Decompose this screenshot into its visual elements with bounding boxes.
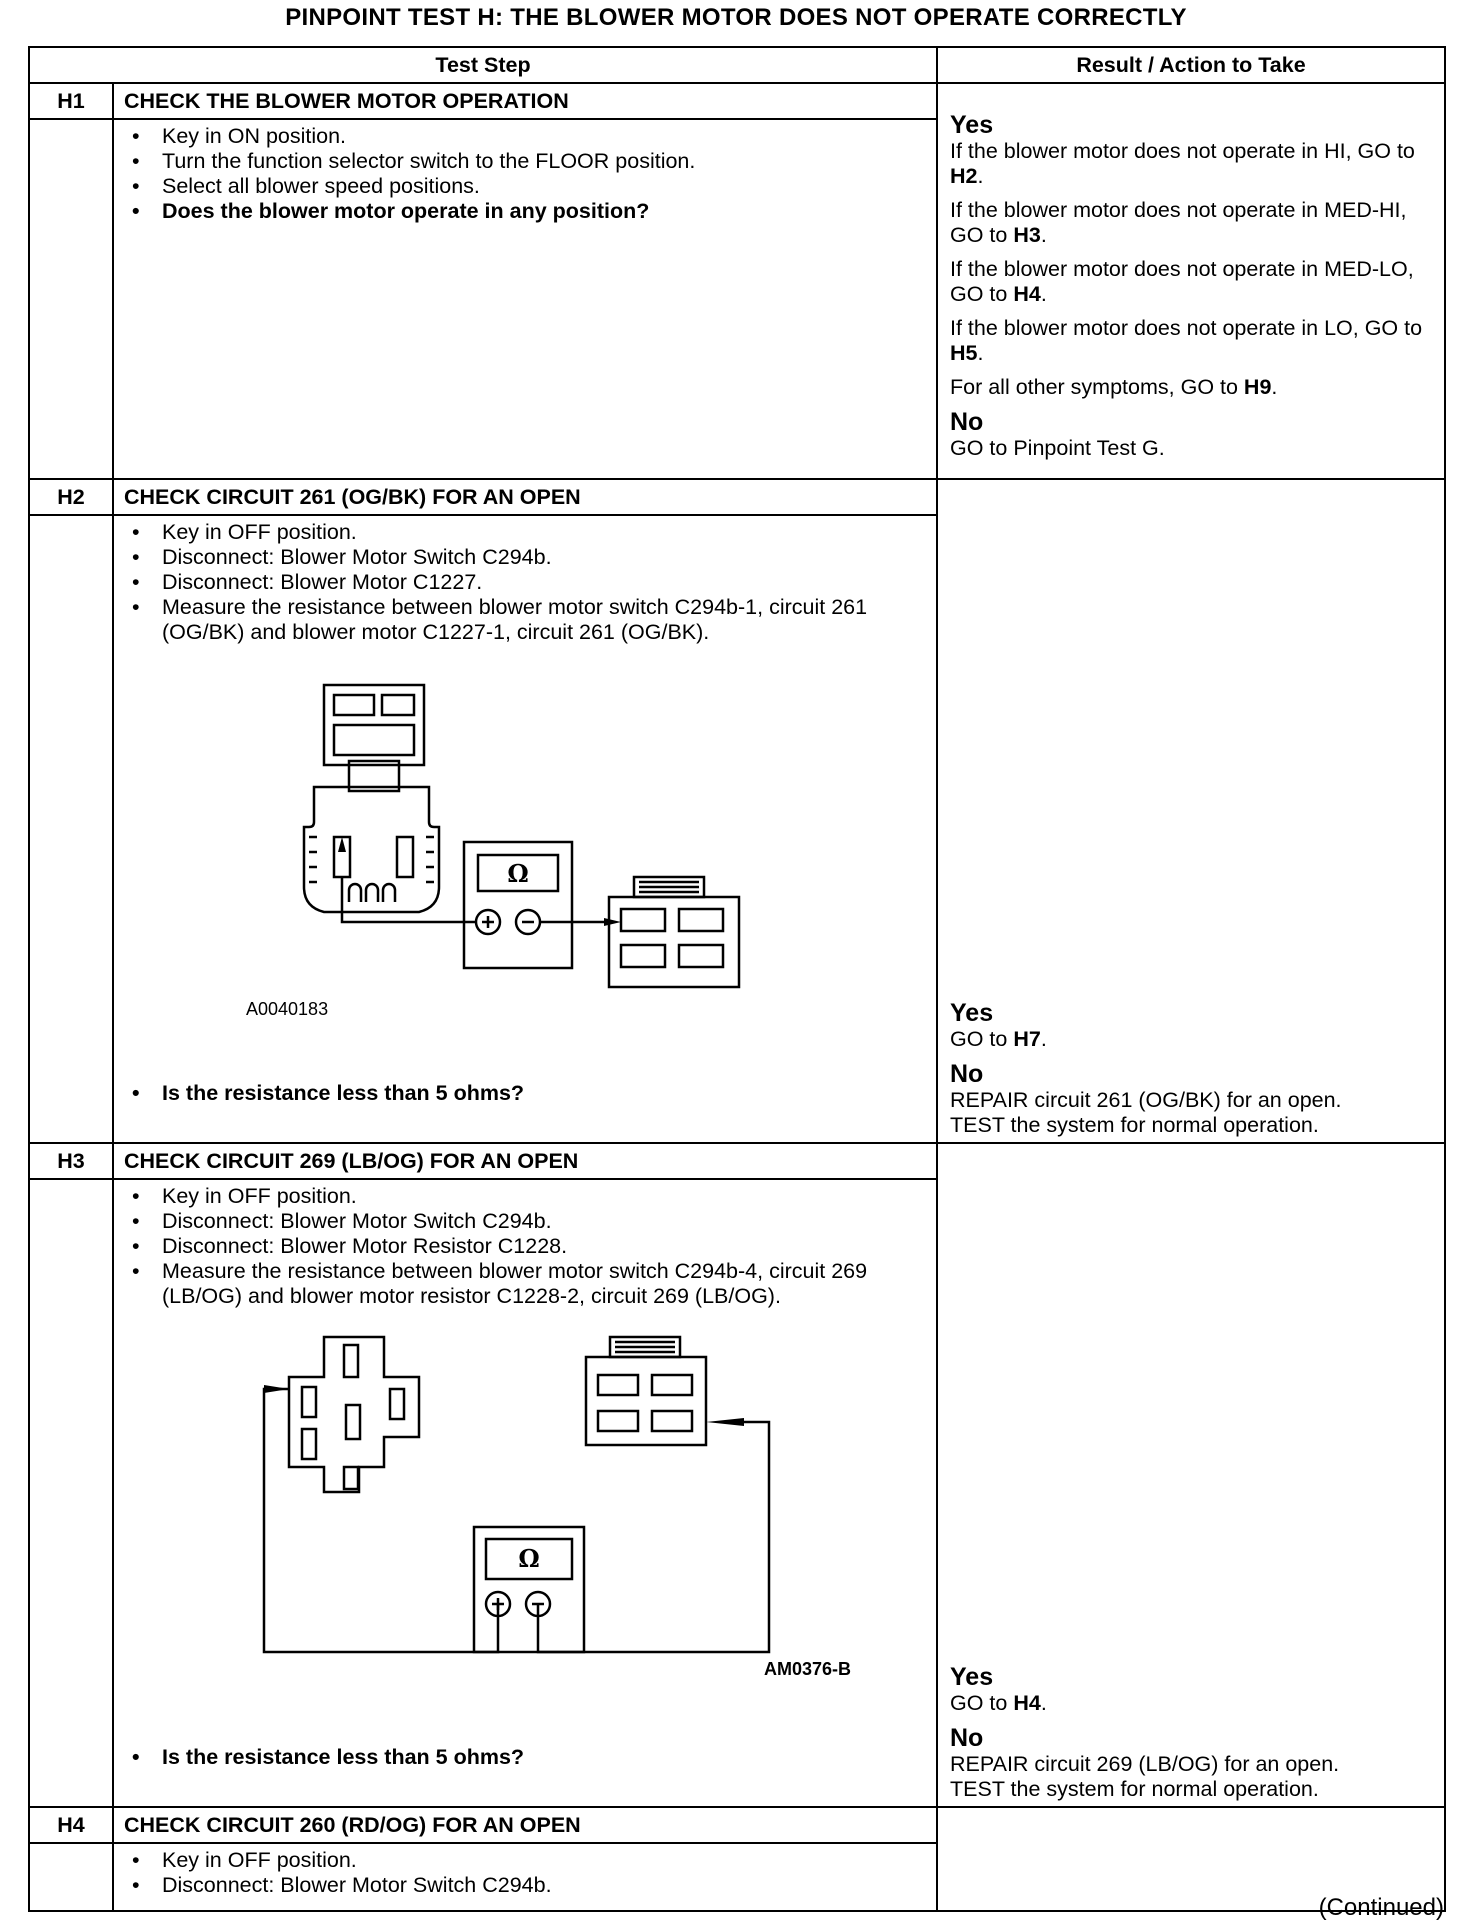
result-text: GO to H7.: [950, 1027, 1047, 1051]
wiring-diagram-h2: [124, 645, 926, 1081]
header-test-step: Test Step: [29, 47, 937, 83]
step-h3-results: [937, 1143, 1445, 1807]
result-text: If the blower motor does not operate in MED-HI, GO to H3.: [950, 198, 1407, 247]
list-item: • Disconnect: Blower Motor Switch C294b.: [124, 1209, 926, 1234]
wiring-diagram-h3: [124, 1309, 926, 1745]
step-list: [124, 1745, 926, 1770]
step-h1-results: [937, 83, 1445, 479]
step-title: CHECK THE BLOWER MOTOR OPERATION: [113, 83, 937, 119]
step-list: [124, 1184, 926, 1309]
list-item: • Disconnect: Blower Motor Switch C294b.: [124, 545, 926, 570]
header-result: Result / Action to Take: [937, 47, 1445, 83]
yes-label: Yes: [950, 1663, 994, 1691]
yes-label: Yes: [950, 111, 994, 139]
figure-code: A0040183: [246, 999, 329, 1019]
step-question: • Is the resistance less than 5 ohms?: [124, 1081, 926, 1106]
yes-label: Yes: [950, 999, 994, 1027]
step-h4-title-row: [29, 1807, 1445, 1843]
connector-diagram: [184, 1327, 804, 1687]
result-text: TEST the system for normal operation.: [950, 1777, 1319, 1801]
step-h2-results: [937, 479, 1445, 1143]
result-text: If the blower motor does not operate in MED-LO, GO to H4.: [950, 257, 1414, 306]
list-item: • Key in OFF position.: [124, 1848, 926, 1873]
list-item: • Turn the function selector switch to the FLOOR position.: [124, 149, 926, 174]
step-id: H2: [29, 479, 113, 515]
pinpoint-test-table: [28, 46, 1446, 1912]
figure-code: AM0376-B: [764, 1659, 852, 1679]
table-header-row: [29, 47, 1445, 83]
step-question: • Does the blower motor operate in any position?: [124, 199, 926, 224]
ohm-symbol: Ω: [507, 859, 529, 888]
step-h1-title-row: [29, 83, 1445, 119]
list-item: • Key in OFF position.: [124, 520, 926, 545]
list-item: • Key in ON position.: [124, 124, 926, 149]
list-item: • Measure the resistance between blower motor switch C294b-4, circuit 269 (LB/OG) and blower motor resistor C1228-2, circuit 269 (LB/OG).: [124, 1259, 926, 1309]
result-text: If the blower motor does not operate in LO, GO to H5.: [950, 316, 1423, 365]
list-item: • Key in OFF position.: [124, 1184, 926, 1209]
page-title: PINPOINT TEST H: THE BLOWER MOTOR DOES NOT OPERATE CORRECTLY: [285, 4, 1187, 31]
list-item: • Disconnect: Blower Motor Resistor C1228.: [124, 1234, 926, 1259]
continued-label: (Continued): [1318, 1894, 1444, 1921]
ohm-symbol: Ω: [518, 1544, 540, 1573]
step-title: CHECK CIRCUIT 260 (RD/OG) FOR AN OPEN: [113, 1807, 937, 1843]
result-text: For all other symptoms, GO to H9.: [950, 375, 1278, 399]
result-text: TEST the system for normal operation.: [950, 1113, 1319, 1137]
result-text: REPAIR circuit 261 (OG/BK) for an open.: [950, 1088, 1342, 1112]
no-label: No: [950, 408, 984, 436]
step-id: H3: [29, 1143, 113, 1179]
step-list: [124, 124, 926, 224]
step-list: [124, 1848, 926, 1898]
list-item: • Disconnect: Blower Motor Switch C294b.: [124, 1873, 926, 1898]
step-list: [124, 520, 926, 645]
connector-diagram: [184, 677, 784, 1037]
result-text: GO to H4.: [950, 1691, 1047, 1715]
list-item: • Measure the resistance between blower motor switch C294b-1, circuit 261 (OG/BK) and blower motor C1227-1, circuit 261 (OG/BK).: [124, 595, 926, 645]
step-title: CHECK CIRCUIT 269 (LB/OG) FOR AN OPEN: [113, 1143, 937, 1179]
result-text: REPAIR circuit 269 (LB/OG) for an open.: [950, 1752, 1340, 1776]
step-list: [124, 1081, 926, 1106]
step-h3-title-row: [29, 1143, 1445, 1179]
step-title: CHECK CIRCUIT 261 (OG/BK) FOR AN OPEN: [113, 479, 937, 515]
step-id: H1: [29, 83, 113, 119]
no-label: No: [950, 1060, 984, 1088]
step-question: • Is the resistance less than 5 ohms?: [124, 1745, 926, 1770]
no-label: No: [950, 1724, 984, 1752]
step-h2-title-row: [29, 479, 1445, 515]
result-text: GO to Pinpoint Test G.: [950, 436, 1165, 460]
step-id: H4: [29, 1807, 113, 1843]
list-item: • Select all blower speed positions.: [124, 174, 926, 199]
list-item: • Disconnect: Blower Motor C1227.: [124, 570, 926, 595]
result-text: If the blower motor does not operate in HI, GO to H2.: [950, 139, 1415, 188]
